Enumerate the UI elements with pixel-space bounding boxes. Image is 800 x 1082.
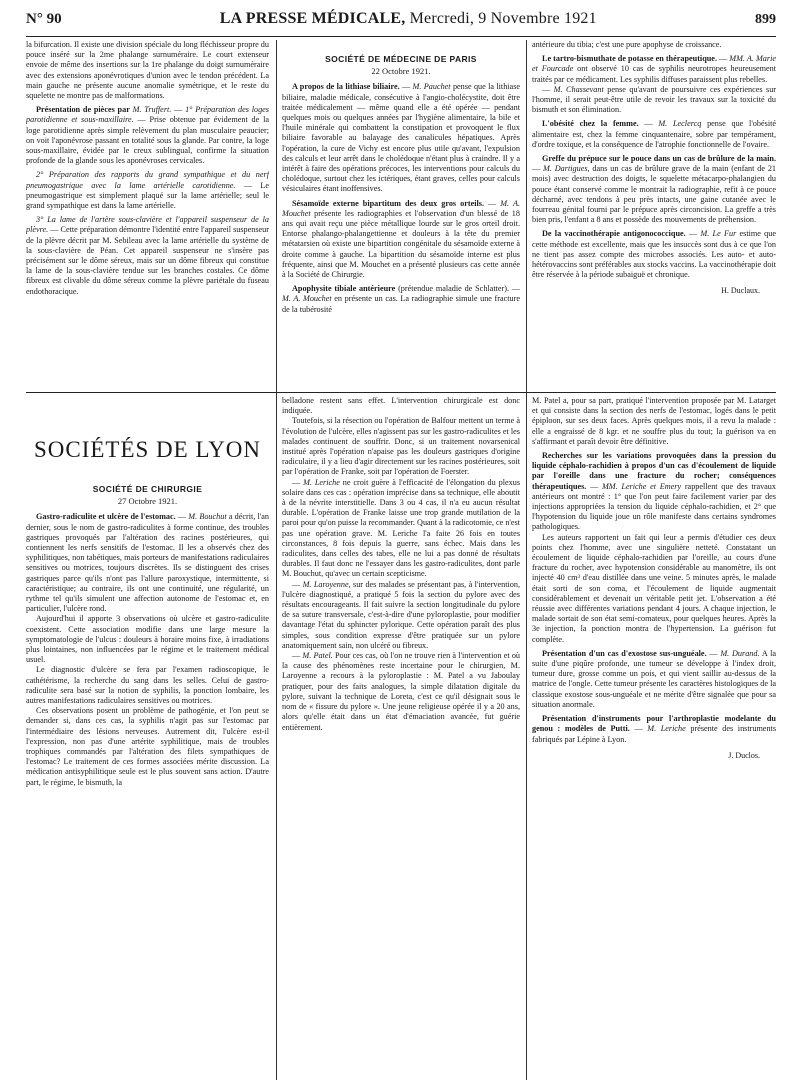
issue-number: N° 90 bbox=[26, 11, 62, 27]
paragraph: De la vaccinothérapie antigonococcique. — M. Le Fur estime que cette méthode est excellente, mais que les insuccès sont dus à ce que l'on ne tient pas assez compte des microbes associés. Les auto- et auto-hétérovaccins sont préférables aux stocks vaccins. La vaccinothérapie doit être réservée à la période subaiguë et chronique. bbox=[532, 229, 776, 280]
column-divider bbox=[526, 40, 527, 1080]
paragraph: Le tartro-bismuthate de potasse en thérapeutique. — MM. A. Marie et Fourcade ont observé 10 cas de syphilis neurotropes heureusement traités par ce médicament. Les syphilis diffuses paraissent plus rebelles. bbox=[532, 54, 776, 84]
col3-bottom bbox=[532, 396, 776, 1078]
section-banner: SOCIÉTÉS DE LYON bbox=[33, 437, 262, 462]
paragraph: antérieure du tibia; c'est une pure apophyse de croissance. bbox=[532, 40, 722, 49]
paragraph: Présentation de pièces par M. Truffert. — 1° Préparation des loges parotidienne et sous-maxillaire. — Prise obtenue par évidement de la loge parotidienne après simple relèvement du plan musculaire peaucier; on voit l'aponévrose passant en totalité sous la glande. Par contre, la loge sous-maxillaire, évidée par le creux sublingual, confirme la situation profonde de la glande sous les aponévroses cervicales. bbox=[26, 105, 269, 166]
paragraph: la bifurcation. Il existe une division spéciale du long fléchisseur propre du pouce inséré sur la 2me phalange surnuméraire. Le court extenseur envoie de même des insertions sur la 1re phalange du doigt surnuméraire avec des extensions aponévrotiques d'union avec le tendon précédent. La main gauche ne présente aucune anomalie symétrique, et le reste du squelette ne montre pas de malformations. bbox=[26, 40, 269, 101]
paragraph: Toutefois, si la résection ou l'opération de Balfour mettent un terme à l'évolution de l'ulcère, elles n'agissent pas sur les gastro-radiculites et les malades continuent de souffrir. Donc, si un traitement novarsenical institué après l'opération n'apaise pas les douleurs gastriques d'origine radiculaire, il y a lieu d'agir directement sur les racines postérieures, soit par l'opération de Franke, soit par l'opération de Foerster. bbox=[282, 416, 520, 477]
column-divider bbox=[276, 40, 277, 1080]
paragraph: Le diagnostic d'ulcère se fera par l'examen radioscopique, le cathétérisme, la recherche du sang dans les selles. Celui de gastro-radiculite sera basé sur la notion de syphilis, la ponction lombaire, les autres manifestations radiculaires sensitives ou motrices. bbox=[26, 665, 269, 706]
lyon-section bbox=[26, 480, 269, 1078]
issue-date: Mercredi, 9 Novembre 1921 bbox=[409, 10, 597, 27]
paragraph: M. Patel a, pour sa part, pratiqué l'intervention proposée par M. Latarget et qui consiste dans la section des nerfs de l'estomac, logés dans le petit épiploon, sur ses deux faces. Après quelques mois, il a revu la malade : elle a engraissé de 8 kgr. et ne souffre plus du tout; la guérison va en s'affirmant et paraît devoir être définitive. bbox=[532, 396, 776, 446]
paragraph: Les auteurs rapportent un fait qui leur a permis d'étudier ces deux points chez l'homme, avec une singulière netteté. Constatant un écoulement de liquide céphalo-rachidien par l'oreille, au cours d'une fracture du rocher, avec hypotension considérable au manomètre, ils ont injecté 40 cm³ d'eau distillée dans une veine. 5 minutes après, le malade était sorti de son coma, et l'écoulement de liquide augmentait considérablement et devenait un véritable petit jet. L'observation a été réussie avec différentes variations pendant 4 jours. A chaque injection, le malade sortait de son état semi-comateux, pour quelques heures. Après la 3e injection, la ponction montra de l'hypertension. La guérison fut complète. bbox=[532, 532, 776, 644]
paragraph: — M. Chassevant pense qu'avant de poursuivre ces expériences sur l'homme, il serait peut-être utile de revoir les travaux sur la toxicité du bismuth et son élimination. bbox=[532, 84, 776, 115]
paragraph: Apophysite tibiale antérieure (prétendue maladie de Schlatter). — M. A. Mouchet en présente un cas. La radiographie simule une fracture de la tubérosité bbox=[282, 284, 520, 314]
paragraph: Gastro-radiculite et ulcère de l'estomac. — M. Bouchut a décrit, l'an dernier, sous le nom de gastro-radiculites à forme continue, des troubles gastriques provoqués par l'altération des racines postérieures, qui contiennent les nerfs sensitifs de l'estomac. Il les a observés chez des syphilitiques, non tabétiques, mais porteurs de manifestations radiculaires sensitives ou motrices, toujours discrètes. Ils se distinguent des crises gastriques parce qu'ils n'ont pas l'allure paroxystique, intermittente, si caractéristique; au contraire, ils ont une continuité, une régularité, un rythme tel qu'ils simulent une affection autonome de l'estomac et, en particulier, l'ulcère rond. bbox=[26, 512, 269, 614]
paragraph: 2° Préparation des rapports du grand sympathique et du nerf pneumogastrique avec la lame artérielle carotidienne. — Le pneumogastrique est simplement plaqué sur la lame artérielle; seul le grand sympathique est dans la lame artérielle. bbox=[26, 170, 269, 211]
paragraph: — M. Laroyenne, sur des malades se présentant pas, à l'intervention, l'ulcère diagnostiqué, a pratiqué 5 fois la section du pylore avec des résultats encourageants. Il fait suivre la section longitudinale du pylore de sa suture transversale, c'est-à-dire d'une pyloroplastie, pour modifier davantage l'état du sphincter pylorique. Cette opération paraît des plus simples, sous condition expresse d'être pratiquée sur un pylore anatomiquement sain, non ulcéré ou fibreux. bbox=[282, 579, 520, 650]
page-header bbox=[26, 10, 776, 36]
paragraph: Greffe du prépuce sur le pouce dans un cas de brûlure de la main. — M. Dartigues, dans un cas de brûlure grave de la main (enfant de 21 mois) avec destruction des doigts, le squelette métacarpo-phalangien du pouce étant conservé comme le montrait la radiographie, refit à ce pouce décharné, avec tendons à peu près intacts, une gaine cutanée avec le fourreau génital fourni par le prépuce après circoncision. La greffe a très bien pris, l'enfant a 8 ans et possède des mouvements de préhension. bbox=[532, 154, 776, 225]
paragraph: belladone restent sans effet. L'intervention chirurgicale est donc indiquée. bbox=[282, 396, 520, 416]
section-date: 22 Octobre 1921. bbox=[371, 66, 431, 77]
page-number: 899 bbox=[755, 12, 776, 27]
header-rule bbox=[26, 36, 776, 37]
paragraph: Présentation d'un cas d'exostose sus-unguéale. — M. Durand. A la suite d'une piqûre profonde, une tumeur se développe à l'index droit, tumeur dure, grosse comme un pois, et qui vient saillir au-dessus de la matrice de l'ongle. Cette tumeur présente les caractères histologiques de la classique exostose sous-unguéale et ne mérite d'être signalée que pour sa situation anormale. bbox=[532, 648, 776, 709]
paragraph: — M. Patel. Pour ces cas, où l'on ne trouve rien à l'intervention et où la cause des phénomènes reste incertaine pour le chirurgien, M. Laroyenne a recours à la pyloroplastie : M. Patel a vu Jaboulay pratiquer, pour des faits analogues, la simple dilatation digitale du pylore, suivant la technique de Loreta, c'est ce qu'il désignait sous le nom de « fissure du pylore ». Une jeune religieuse opérée il y a 20 ans, alors qu'elle était dans un état d'émaciation avancée, fut guérie entièrement. bbox=[282, 651, 520, 732]
paragraph: 3° La lame de l'artère sous-clavière et l'appareil suspenseur de la plèvre. — Cette préparation démontre l'identité entre l'appareil suspenseur de la plèvre décrit par M. Sebileau avec la lame artérielle du système de la sous-clavière de Péan. Cet appareil suspenseur ne s'insère pas précisément sur le dôme séreux, mais sur un dôme fibreux qui constitue la lame de la sous-clavière tendue sur les branches costales. Ce dôme fibreux est clivable du dôme séreux comme la plèvre pariétale du fuseau endothoracique. bbox=[26, 215, 269, 296]
paragraph: Ces observations posent un problème de pathogénie, et l'on peut se demander si, dans ces cas, la syphilis n'agit pas sur l'estomac par l'intermédiaire des lésions nerveuses. Autrement dit, l'ulcère est-il l'expression, non pas d'une artérite syphilitique, mais de troubles trophiques commandés par l'altération des filets sympathiques de l'estomac? Le traitement de ces formes associées mérite discussion. La médication antisyphilitique seule est le plus souvent sans action. D'autre part, le régime, le bismuth, la bbox=[26, 706, 269, 787]
paragraph: Sésamoïde externe bipartitum des deux gros orteils. — M. A. Mouchet présente les radiographies et l'observation d'un blessé de 18 ans qui avait reçu une pièce métallique lourde sur le gros orteil droit. Entorse phalango-phalangettienne et douleurs à la tête du premier métatarsien où existe une bipartition congénitale du sésamoïde externe à droite comme à gauche. La bipartition du sésamoïde interne est plus fréquente, ainsi que M. Mouchet en a présenté plusieurs cas cette année à la Société de Chirurgie. bbox=[282, 198, 520, 280]
section-rule bbox=[26, 392, 776, 393]
col2-bottom bbox=[282, 396, 520, 1078]
paragraph: L'obésité chez la femme. — M. Leclercq pense que l'obésité alimentaire est, chez la femme cinquantenaire, sobre par tempérament, d'ordre toxique, et la conséquence de l'atrophie fonctionnelle de l'ovaire. bbox=[532, 119, 776, 149]
paragraph: — M. Leriche ne croit guère à l'efficacité de l'élongation du plexus solaire dans ces cas : opération imprécise dans sa technique, elle aboutit à de la névrite interstitielle. Dans 3 ou 4 cas, il n'a eu aucun résultat durable. L'opération de Franke laisse une trop grande mutilation de la paroi pour qu'on puisse la recommander. Quant à la radicotomie, ce n'est pas une opération grave. M. Leriche l'a faite 26 fois en toutes circonstances, 8 fois depuis la guerre, sans échec. Mais dans les radiculites, dans celles des tabes, elle ne lui a pas donné de résultats durables. Il faut donc ne l'essayer dans les gastro-radiculites, dont parle M. Bouchut, qu'avec un certain scepticisme. bbox=[282, 477, 520, 579]
signature: H. Duclaux. bbox=[721, 286, 760, 296]
section-heading: SOCIÉTÉ DE MÉDECINE DE PARIS bbox=[325, 54, 477, 64]
paragraph: Recherches sur les variations provoquées dans la pression du liquide céphalo-rachidien à propos d'un cas d'écoulement de liquide par l'oreille dans une fracture du rocher; conséquences thérapeutiques. — MM. Leriche et Emery rappellent que des travaux antérieurs ont montré : 1° que l'on peut faire facilement varier par des injections appropriées la tension du liquide céphalo-rachidien, et 2° que l'hypotension du liquide joue un rôle manifeste dans certains syndromes pathologiques. bbox=[532, 451, 776, 532]
col1-top bbox=[26, 40, 269, 390]
paragraph: A propos de la lithiase biliaire. — M. Pauchet pense que la lithiase biliaire, maladie médicale, consécutive à l'angio-cholécystite, doit être traitée médicalement — même quand elle a été opérée — pendant quelques mois ou quelques années par l'hygiène alimentaire, la bile et l'huile minérale qui combattent la constipation et provoquent le flux biliaire favorable au balayage des canalicules hépatiques. Après l'opération, la cure de Vichy est encore plus utile qu'avant, l'expulsion des calculs et leur arrêt dans le cholédoque n'étant plus à craindre. Il y a intérêt à faire des opérations précoces, les interventions pour calculs du cholédoque, surtout chez les ictériques, étant graves, celles pour calculs vésiculaires étant inoffensives. bbox=[282, 82, 520, 194]
paragraph: Présentation d'instruments pour l'arthroplastie modelante du genou : modèles de Putti. — M. Leriche présente des instruments fabriqués par Lépine à Lyon. bbox=[532, 714, 776, 744]
paragraph: Aujourd'hui il apporte 3 observations où ulcère et gastro-radiculite coexistent. Cette association modifie dans une large mesure la symptomatologie de l'ulcus : douleurs à horaire moins fixe, à irradiations plus lointaines, non influencées par le régime et le traitement médical usuel. bbox=[26, 614, 269, 665]
section-heading: SOCIÉTÉ DE CHIRURGIE bbox=[92, 484, 203, 494]
col3-top bbox=[532, 40, 776, 390]
journal-title bbox=[220, 10, 597, 28]
section-date: 27 Octobre 1921. bbox=[117, 496, 178, 507]
journal-name: LA PRESSE MÉDICALE, bbox=[219, 10, 406, 27]
paris-section bbox=[282, 40, 520, 390]
signature: J. Duclos. bbox=[728, 750, 760, 760]
